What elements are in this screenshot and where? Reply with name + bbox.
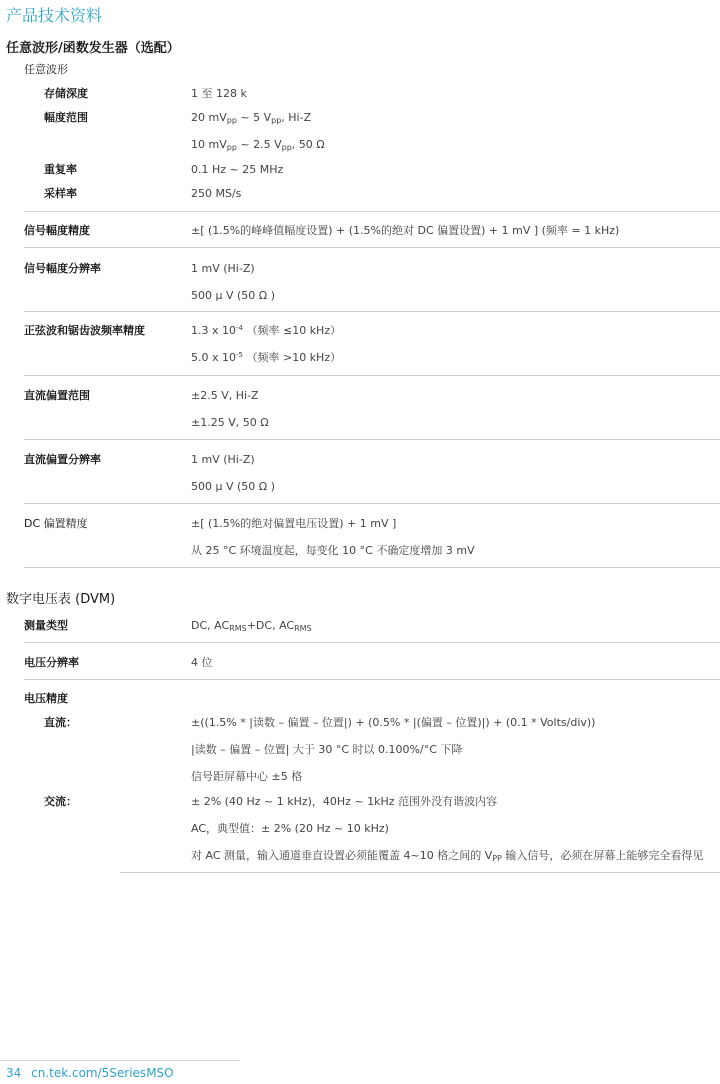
row-voltage-accuracy: [24, 687, 720, 711]
spec-value: ±[ (1.5%的峰峰值幅度设置) + (1.5%的绝对 DC 偏置设置) + 1 mV ] (频率 = 1 kHz): [191, 224, 620, 237]
divider: [24, 679, 720, 680]
spec-value: 1 mV (Hi-Z): [191, 453, 255, 466]
row-dc-offset-range: [24, 384, 720, 408]
spec-value: 1.3 x $10^{-4}$ （频率 ≤10 kHz）: [191, 324, 342, 337]
spec-value: ± 2% (40 Hz ~ 1 kHz)，40Hz ~ 1kHz 范围外没有谐波内容: [191, 795, 498, 808]
spec-value: 1 mV (Hi-Z): [191, 262, 255, 275]
footer: [6, 1066, 174, 1080]
row-amplitude-range: [24, 106, 720, 130]
row-dc-accuracy-3: [24, 765, 720, 789]
row-signal-amplitude-resolution-2: [24, 284, 720, 308]
spec-value: 从 25 °C 环境温度起，每变化 10 °C 不确定度增加 3 mV: [191, 544, 475, 557]
divider: [24, 375, 720, 376]
divider: [24, 642, 720, 643]
divider: [24, 567, 720, 568]
row-voltage-resolution: [24, 651, 720, 675]
spec-label: 重复率: [44, 163, 77, 176]
spec-value: ±2.5 V, Hi-Z: [191, 389, 259, 402]
footer-url[interactable]: cn.tek.com/5SeriesMSO: [31, 1066, 174, 1080]
subsection-label: 任意波形: [24, 63, 68, 76]
spec-label: 存储深度: [44, 87, 88, 100]
spec-value: 0.1 Hz ~ 25 MHz: [191, 163, 284, 176]
row-arb-waveform: [24, 58, 720, 82]
row-sample-rate: [24, 182, 720, 206]
row-dc-offset-range-2: [24, 411, 720, 435]
spec-value: 250 MS/s: [191, 187, 242, 200]
spec-value: 500 μ V (50 Ω ): [191, 480, 275, 493]
divider: [24, 247, 720, 248]
row-signal-amplitude-resolution: [24, 257, 720, 281]
spec-label: 信号幅度精度: [24, 224, 90, 237]
row-repetition-rate: [24, 158, 720, 182]
divider: [120, 872, 720, 873]
row-measurement-type: [24, 614, 720, 638]
spec-value: 对 AC 测量，输入通道垂直设置必须能覆盖 4~10 格之间的 $V_{PP}$ 输入信号，必须在屏幕上能够完全看得见: [191, 849, 704, 863]
spec-value: 20 $mV_{pp}$ ~ 5 $V_{pp}$, Hi-Z: [191, 111, 312, 125]
row-memory-depth: [24, 82, 720, 106]
spec-label: DC 偏置精度: [24, 517, 88, 530]
row-dc-offset-accuracy: [24, 512, 720, 536]
spec-label: 电压分辨率: [24, 656, 79, 669]
row-dc-offset-accuracy-2: [24, 539, 720, 563]
row-ac-accuracy-3: [24, 844, 720, 868]
spec-value: DC, $AC_{RMS}+DC$, $AC_{RMS}$: [191, 619, 312, 633]
row-ac-accuracy-2: [24, 817, 720, 841]
row-signal-amplitude-accuracy: [24, 219, 720, 243]
row-ac-accuracy: [24, 790, 720, 814]
row-sine-ramp-accuracy-2: [24, 346, 720, 370]
spec-label: 采样率: [44, 187, 77, 200]
page-header-title: 产品技术资料: [6, 6, 103, 25]
spec-value: AC，典型值：± 2% (20 Hz ~ 10 kHz): [191, 822, 389, 835]
row-dc-accuracy-2: [24, 738, 720, 762]
row-dc-offset-resolution: [24, 448, 720, 472]
row-sine-ramp-accuracy: [24, 319, 720, 343]
footer-divider: [0, 1060, 240, 1061]
divider: [24, 439, 720, 440]
spec-value: 1 至 128 k: [191, 87, 247, 100]
section-title-dvm: 数字电压表 (DVM): [6, 592, 116, 607]
divider: [24, 311, 720, 312]
spec-label: 幅度范围: [44, 111, 88, 124]
row-amplitude-range-2: [24, 133, 720, 157]
spec-label: 电压精度: [24, 692, 68, 705]
spec-label: 正弦波和锯齿波频率精度: [24, 324, 145, 337]
page-number: 34: [6, 1066, 22, 1080]
row-dc-offset-resolution-2: [24, 475, 720, 499]
spec-value: ±[ (1.5%的绝对偏置电压设置) + 1 mV ]: [191, 517, 397, 530]
divider: [24, 211, 720, 212]
spec-label: 直流偏置分辨率: [24, 453, 101, 466]
spec-label: 交流：: [44, 795, 77, 808]
spec-label: 测量类型: [24, 619, 68, 632]
divider: [24, 503, 720, 504]
spec-value: |读数 – 偏置 – 位置| 大于 30 °C 时以 0.100%/°C 下降: [191, 743, 463, 756]
spec-value: 信号距屏幕中心 ±5 格: [191, 770, 303, 783]
row-dc-accuracy: [24, 711, 720, 735]
spec-value: ±((1.5% * |读数 – 偏置 – 位置|) + (0.5% * |(偏置 – 位置)|) + (0.1 * Volts/div)): [191, 716, 596, 729]
spec-label: 直流偏置范围: [24, 389, 90, 402]
spec-value: 10 $mV_{pp}$ ~ 2.5 $V_{pp}$, 50 Ω: [191, 138, 325, 152]
spec-label: 直流：: [44, 716, 77, 729]
spec-value: 5.0 x $10^{-5}$ （频率 >10 kHz）: [191, 351, 342, 364]
spec-value: 4 位: [191, 656, 213, 669]
section-title-awg: 任意波形/函数发生器（选配）: [6, 41, 180, 56]
spec-label: 信号幅度分辨率: [24, 262, 101, 275]
spec-value: ±1.25 V, 50 Ω: [191, 416, 269, 429]
spec-value: 500 μ V (50 Ω ): [191, 289, 275, 302]
